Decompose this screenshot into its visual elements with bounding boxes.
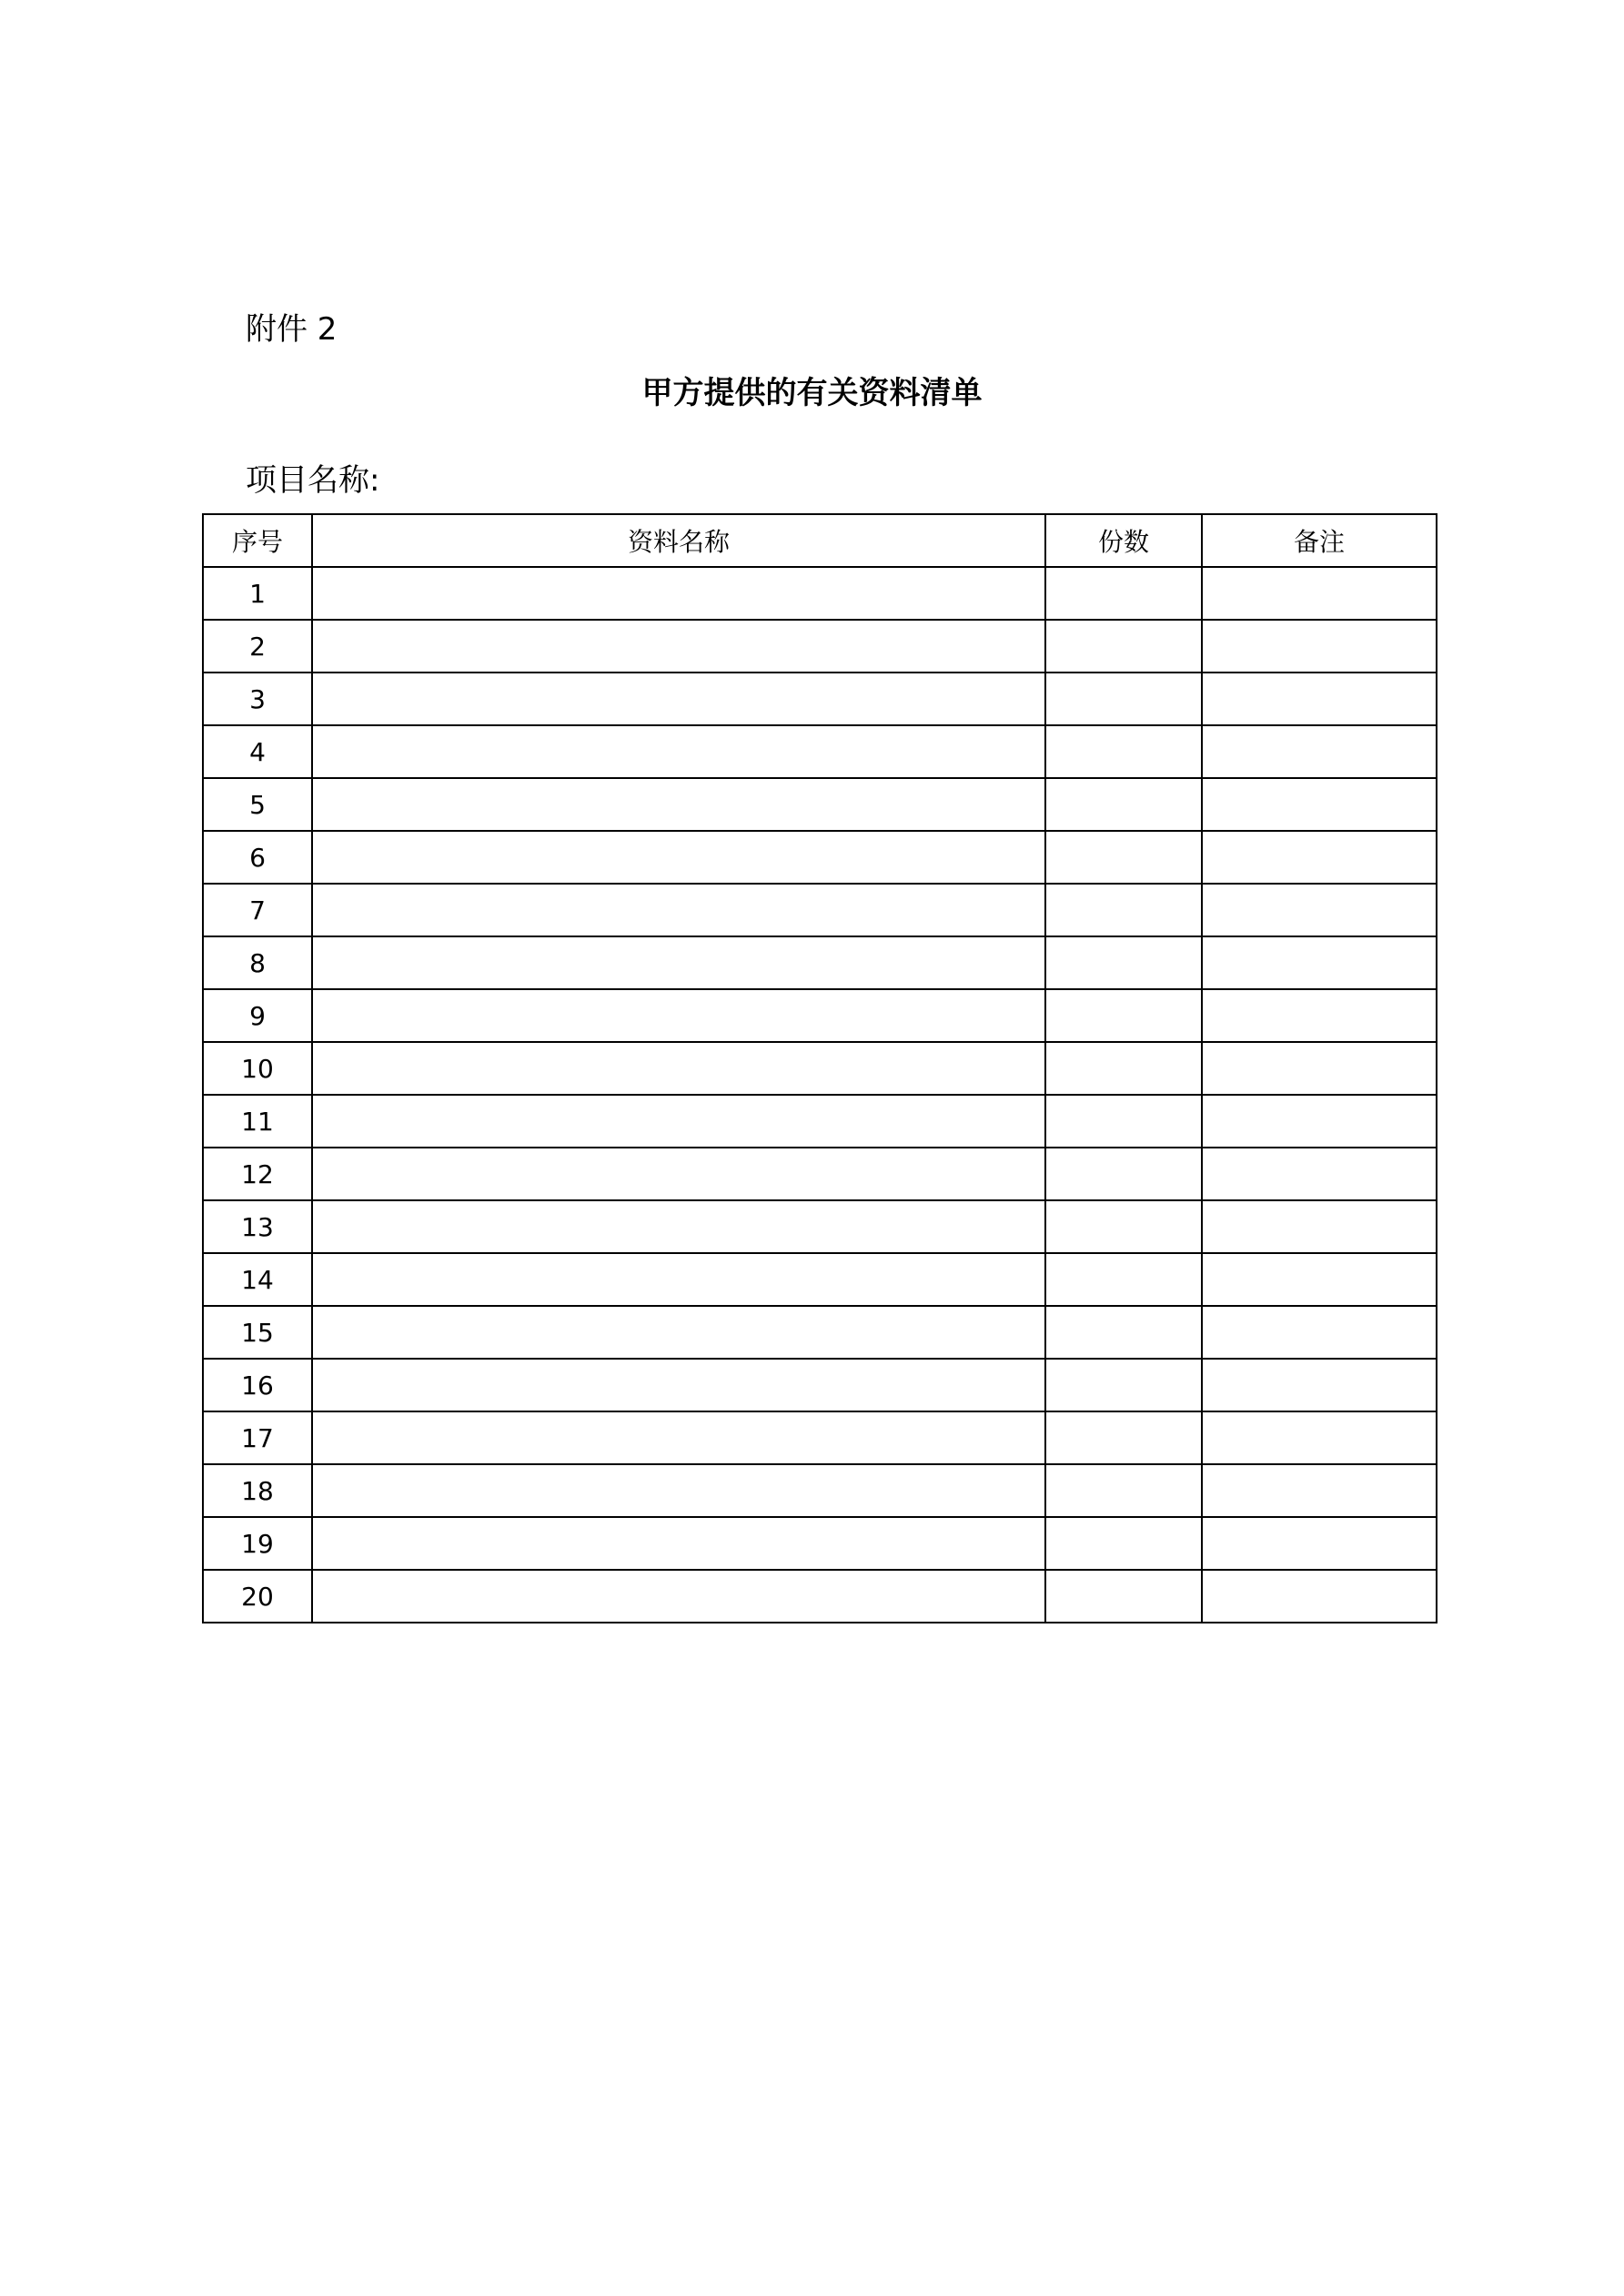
row-remarks-cell[interactable] <box>1202 725 1437 778</box>
row-copies-cell[interactable] <box>1045 620 1202 673</box>
row-copies-cell[interactable] <box>1045 1517 1202 1570</box>
row-name-cell[interactable] <box>312 1253 1045 1306</box>
header-seq: 序号 <box>203 514 312 567</box>
table-row <box>203 1200 1437 1253</box>
table-row <box>203 1517 1437 1570</box>
material-list-table <box>202 513 1437 1623</box>
row-remarks-cell[interactable] <box>1202 831 1437 884</box>
row-seq-cell: 17 <box>203 1411 312 1464</box>
row-seq-cell: 14 <box>203 1253 312 1306</box>
row-name-cell[interactable] <box>312 936 1045 989</box>
row-name-cell[interactable] <box>312 884 1045 936</box>
row-remarks-cell[interactable] <box>1202 778 1437 831</box>
row-copies-cell[interactable] <box>1045 1411 1202 1464</box>
row-copies-cell[interactable] <box>1045 725 1202 778</box>
row-copies-cell[interactable] <box>1045 831 1202 884</box>
row-copies-cell[interactable] <box>1045 1148 1202 1200</box>
row-seq-cell: 18 <box>203 1464 312 1517</box>
row-copies-cell[interactable] <box>1045 567 1202 620</box>
row-remarks-cell[interactable] <box>1202 936 1437 989</box>
row-copies-cell[interactable] <box>1045 1359 1202 1411</box>
table-row <box>203 884 1437 936</box>
row-copies-cell[interactable] <box>1045 936 1202 989</box>
row-name-cell[interactable] <box>312 1359 1045 1411</box>
row-copies-cell[interactable] <box>1045 673 1202 725</box>
row-seq-cell: 5 <box>203 778 312 831</box>
row-remarks-cell[interactable] <box>1202 884 1437 936</box>
row-remarks-cell[interactable] <box>1202 1411 1437 1464</box>
row-copies-cell[interactable] <box>1045 1095 1202 1148</box>
row-remarks-cell[interactable] <box>1202 1517 1437 1570</box>
row-copies-cell[interactable] <box>1045 1464 1202 1517</box>
row-name-cell[interactable] <box>312 1042 1045 1095</box>
table-row <box>203 1042 1437 1095</box>
row-remarks-cell[interactable] <box>1202 1042 1437 1095</box>
row-name-cell[interactable] <box>312 1411 1045 1464</box>
row-copies-cell[interactable] <box>1045 778 1202 831</box>
row-remarks-cell[interactable] <box>1202 620 1437 673</box>
table-row <box>203 1095 1437 1148</box>
table-row <box>203 567 1437 620</box>
table-row <box>203 831 1437 884</box>
row-seq-cell: 3 <box>203 673 312 725</box>
row-remarks-cell[interactable] <box>1202 1359 1437 1411</box>
row-name-cell[interactable] <box>312 673 1045 725</box>
row-seq-cell: 10 <box>203 1042 312 1095</box>
table-row <box>203 1411 1437 1464</box>
row-remarks-cell[interactable] <box>1202 989 1437 1042</box>
row-remarks-cell[interactable] <box>1202 1464 1437 1517</box>
row-name-cell[interactable] <box>312 1306 1045 1359</box>
row-name-cell[interactable] <box>312 1517 1045 1570</box>
table-row <box>203 1148 1437 1200</box>
row-copies-cell[interactable] <box>1045 1570 1202 1623</box>
row-copies-cell[interactable] <box>1045 1200 1202 1253</box>
table-row <box>203 1464 1437 1517</box>
row-name-cell[interactable] <box>312 725 1045 778</box>
row-seq-cell: 8 <box>203 936 312 989</box>
attachment-label: 附件 2 <box>246 311 338 348</box>
row-name-cell[interactable] <box>312 989 1045 1042</box>
row-remarks-cell[interactable] <box>1202 673 1437 725</box>
document-title: 甲方提供的有关资料清单 <box>641 375 983 411</box>
table-row <box>203 1359 1437 1411</box>
row-seq-cell: 20 <box>203 1570 312 1623</box>
table-row <box>203 673 1437 725</box>
row-seq-cell: 19 <box>203 1517 312 1570</box>
header-name: 资料名称 <box>312 514 1045 567</box>
table-row <box>203 1306 1437 1359</box>
row-remarks-cell[interactable] <box>1202 1253 1437 1306</box>
row-name-cell[interactable] <box>312 1095 1045 1148</box>
table-row <box>203 778 1437 831</box>
header-copies: 份数 <box>1045 514 1202 567</box>
row-remarks-cell[interactable] <box>1202 1200 1437 1253</box>
row-seq-cell: 15 <box>203 1306 312 1359</box>
table-row <box>203 725 1437 778</box>
table-row <box>203 620 1437 673</box>
project-name-label: 项目名称: <box>246 462 380 499</box>
row-remarks-cell[interactable] <box>1202 1570 1437 1623</box>
row-seq-cell: 2 <box>203 620 312 673</box>
row-copies-cell[interactable] <box>1045 1306 1202 1359</box>
row-copies-cell[interactable] <box>1045 1042 1202 1095</box>
row-name-cell[interactable] <box>312 778 1045 831</box>
row-seq-cell: 7 <box>203 884 312 936</box>
table-row <box>203 936 1437 989</box>
row-name-cell[interactable] <box>312 567 1045 620</box>
row-seq-cell: 12 <box>203 1148 312 1200</box>
table-row <box>203 989 1437 1042</box>
row-seq-cell: 1 <box>203 567 312 620</box>
table-header-row <box>203 514 1437 567</box>
row-name-cell[interactable] <box>312 1200 1045 1253</box>
row-name-cell[interactable] <box>312 620 1045 673</box>
row-remarks-cell[interactable] <box>1202 1306 1437 1359</box>
row-remarks-cell[interactable] <box>1202 1095 1437 1148</box>
header-remarks: 备注 <box>1202 514 1437 567</box>
row-copies-cell[interactable] <box>1045 989 1202 1042</box>
row-name-cell[interactable] <box>312 1570 1045 1623</box>
table-body <box>203 567 1437 1623</box>
table-row <box>203 1570 1437 1623</box>
row-name-cell[interactable] <box>312 1148 1045 1200</box>
row-copies-cell[interactable] <box>1045 884 1202 936</box>
row-seq-cell: 16 <box>203 1359 312 1411</box>
row-copies-cell[interactable] <box>1045 1253 1202 1306</box>
row-seq-cell: 13 <box>203 1200 312 1253</box>
row-remarks-cell[interactable] <box>1202 567 1437 620</box>
row-seq-cell: 11 <box>203 1095 312 1148</box>
row-seq-cell: 9 <box>203 989 312 1042</box>
row-seq-cell: 4 <box>203 725 312 778</box>
row-name-cell[interactable] <box>312 1464 1045 1517</box>
row-name-cell[interactable] <box>312 831 1045 884</box>
row-seq-cell: 6 <box>203 831 312 884</box>
row-remarks-cell[interactable] <box>1202 1148 1437 1200</box>
table-row <box>203 1253 1437 1306</box>
